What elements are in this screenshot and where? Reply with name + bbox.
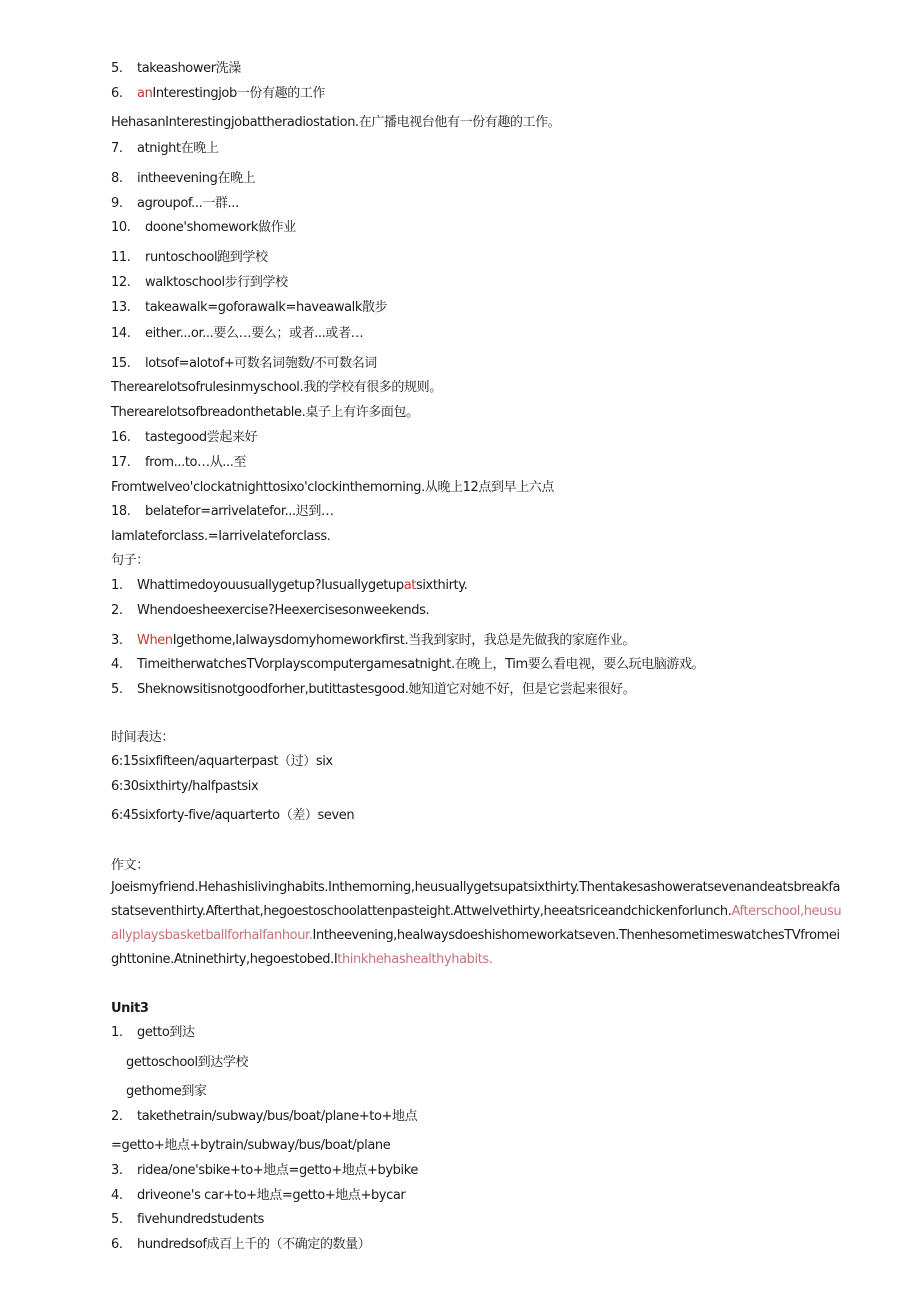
- unit3-item-6: 6. hundredsof成百上千的（不确定的数量）: [111, 1237, 371, 1252]
- unit3-item-3: 3. ridea/one'sbike+to+地点=getto+地点+bybike: [111, 1163, 419, 1178]
- essay-heading: 作文：: [111, 858, 149, 873]
- phrase-16: 16. tastegood尝起来好: [111, 430, 258, 445]
- unit3-item-4: 4. driveone's car+to+地点=getto+地点+bycar: [111, 1188, 406, 1203]
- phrase-7: 7. atnight在晚上: [111, 141, 219, 156]
- phrase-17-example: Fromtwelveo'clockatnighttosixo'clockinthemorning.从晚上12点到早上六点: [111, 480, 555, 495]
- phrase-18: 18. belatefor=arrivelatefor...迟到…: [111, 504, 334, 519]
- unit3-item-1: 1. getto到达: [111, 1025, 195, 1040]
- time-expression-1: 6:15sixfifteen/aquarterpast（过）six: [111, 754, 333, 769]
- time-expression-2: 6:30sixthirty/halfpastsix: [111, 779, 259, 794]
- phrase-11: 11. runtoschool跑到学校: [111, 250, 268, 265]
- phrase-5: 5. takeashower洗澡: [111, 61, 241, 76]
- phrase-17: 17. from...to…从...至: [111, 455, 247, 470]
- phrase-18-example: Iamlateforclass.=Iarrivelateforclass.: [111, 529, 331, 544]
- phrase-6-example: HehasanInterestingjobattheradiostation.在广播电视台他有一份有趣的工作。: [111, 115, 561, 130]
- phrase-10: 10. doone'shomework做作业: [111, 220, 296, 235]
- unit3-item-2: 2. takethetrain/subway/bus/boat/plane+to+地点: [111, 1109, 418, 1124]
- time-expression-3: 6:45sixforty-five/aquarterto（差）seven: [111, 808, 355, 823]
- phrase-9: 9. agroupof...一群...: [111, 196, 239, 211]
- sentence-5: 5. Sheknowsitisnotgoodforher,butittastesgood.她知道它对她不好，但是它尝起来很好。: [111, 682, 636, 697]
- essay-body: Joeismyfriend.Hehashislivinghabits.Inthemorning,heusuallygetsupatsixthirty.Thentakesashoweratsevenandeatsbreakfastatseventhirty.Afterthat,hegoestoschoolattenpasteight.Attwelvethirty,heeatsriceandchickenforlunch.Afterschool,heusuallyplaysbasketballforhalfanhour.Intheevening,healwaysdoeshishomeworkatseven.ThenhesometimeswatchesTVfromeighttonine.Atninethirty,hegoestobed.Ithinkhehashealthyhabits.: [111, 880, 842, 967]
- sentence-2: 2. Whendoesheexercise?Heexercisesonweekends.: [111, 603, 430, 618]
- phrase-15-example-1: Therearelotsofrulesinmyschool.我的学校有很多的规则。: [111, 380, 442, 395]
- sentence-1: 1. Whattimedoyouusuallygetup?Iusuallygetupatsixthirty.: [111, 578, 468, 593]
- time-heading: 时间表达：: [111, 730, 175, 745]
- phrase-15-example-2: Therearelotsofbreadonthetable.桌子上有许多面包。: [111, 405, 419, 420]
- unit3-title: Unit3: [111, 1001, 149, 1016]
- unit3-item-1b: gethome到家: [126, 1084, 207, 1099]
- phrase-14: 14. either...or...要么…要么；或者...或者…: [111, 326, 364, 341]
- sentence-3: 3. WhenIgethome,Ialwaysdomyhomeworkfirst.当我到家时，我总是先做我的家庭作业。: [111, 633, 635, 648]
- sentence-4: 4. TimeitherwatchesTVorplayscomputergamesatnight.在晚上，Tim要么看电视，要么玩电脑游戏。: [111, 657, 705, 672]
- unit3-item-5: 5. fivehundredstudents: [111, 1212, 265, 1227]
- sentences-heading: 句子：: [111, 553, 149, 568]
- phrase-12: 12. walktoschool步行到学校: [111, 275, 288, 290]
- phrase-13: 13. takeawalk=goforawalk=haveawalk散步: [111, 300, 388, 315]
- unit3-item-2-equivalent: =getto+地点+bytrain/subway/bus/boat/plane: [111, 1138, 391, 1153]
- phrase-8: 8. intheevening在晚上: [111, 171, 256, 186]
- phrase-6: 6. anInterestingjob一份有趣的工作: [111, 86, 326, 101]
- unit3-item-1a: gettoschool到达学校: [126, 1055, 249, 1070]
- phrase-15: 15. lotsof=alotof+可数名词匏数/不可数名词: [111, 356, 377, 371]
